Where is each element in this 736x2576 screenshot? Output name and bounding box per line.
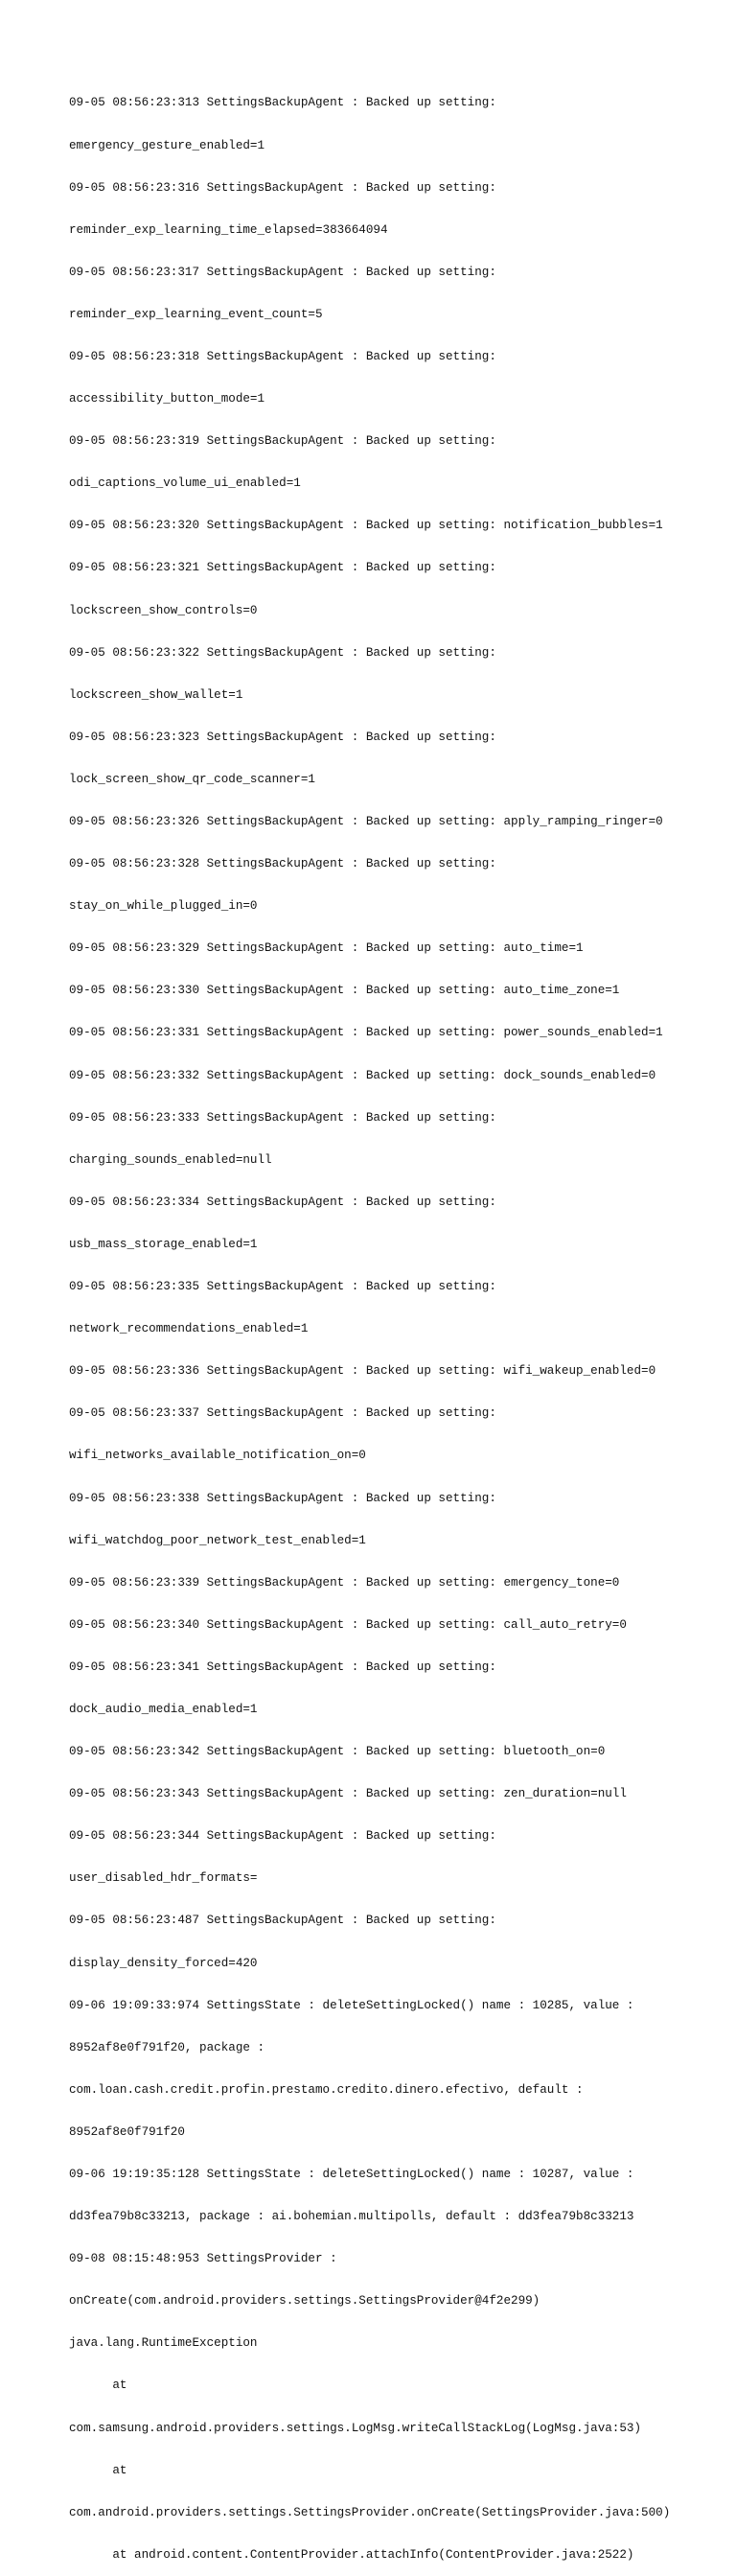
log-line: dd3fea79b8c33213, package : ai.bohemian.multipolls, default : dd3fea79b8c33213 [69, 2210, 634, 2224]
log-line: dock_audio_media_enabled=1 [69, 1702, 258, 1716]
log-line: 09-05 08:56:23:335 SettingsBackupAgent : Backed up setting: [69, 1280, 496, 1294]
log-line: stay_on_while_plugged_in=0 [69, 899, 258, 914]
log-line: 8952af8e0f791f20 [69, 2124, 185, 2139]
log-line: 09-06 19:19:35:128 SettingsState : deleteSettingLocked() name : 10287, value : [69, 2168, 634, 2181]
log-line: 09-05 08:56:23:487 SettingsBackupAgent : Backed up setting: [69, 1914, 496, 1928]
log-line: com.loan.cash.credit.profin.prestamo.credito.dinero.efectivo, default : [69, 2082, 584, 2097]
log-line: onCreate(com.android.providers.settings.SettingsProvider@4f2e299) [69, 2294, 540, 2309]
log-line: java.lang.RuntimeException [69, 2336, 258, 2351]
log-line: lockscreen_show_controls=0 [69, 603, 258, 617]
log-line: at [69, 2379, 127, 2393]
log-line: 09-05 08:56:23:332 SettingsBackupAgent : Backed up setting: dock_sounds_enabled=0 [69, 1068, 656, 1082]
log-line: emergency_gesture_enabled=1 [69, 138, 265, 152]
log-line: 09-05 08:56:23:336 SettingsBackupAgent : Backed up setting: wifi_wakeup_enabled=0 [69, 1364, 656, 1379]
log-line: 09-05 08:56:23:328 SettingsBackupAgent : Backed up setting: [69, 857, 496, 871]
log-line: 09-05 08:56:23:339 SettingsBackupAgent : Backed up setting: emergency_tone=0 [69, 1575, 620, 1590]
log-line: 09-05 08:56:23:316 SettingsBackupAgent : Backed up setting: [69, 180, 496, 195]
log-line: network_recommendations_enabled=1 [69, 1322, 309, 1336]
log-line: at android.content.ContentProvider.attachInfo(ContentProvider.java:2522) [69, 2547, 634, 2562]
log-line: 09-05 08:56:23:331 SettingsBackupAgent : Backed up setting: power_sounds_enabled=1 [69, 1026, 663, 1040]
log-line: 09-05 08:56:23:330 SettingsBackupAgent : Backed up setting: auto_time_zone=1 [69, 984, 620, 998]
log-line: 09-05 08:56:23:329 SettingsBackupAgent : Backed up setting: auto_time=1 [69, 941, 584, 956]
log-line: 09-05 08:56:23:340 SettingsBackupAgent : Backed up setting: call_auto_retry=0 [69, 1617, 627, 1632]
log-line: 09-05 08:56:23:323 SettingsBackupAgent : Backed up setting: [69, 730, 496, 744]
log-line: usb_mass_storage_enabled=1 [69, 1237, 258, 1251]
log-line: 09-05 08:56:23:343 SettingsBackupAgent : Backed up setting: zen_duration=null [69, 1787, 627, 1801]
log-line: at [69, 2463, 127, 2477]
log-line: 09-05 08:56:23:318 SettingsBackupAgent : Backed up setting: [69, 349, 496, 363]
log-line: wifi_networks_available_notification_on=0 [69, 1449, 366, 1463]
log-line: 09-05 08:56:23:320 SettingsBackupAgent : Backed up setting: notification_bubbles=1 [69, 519, 663, 533]
log-line: odi_captions_volume_ui_enabled=1 [69, 476, 301, 491]
log-line: 09-05 08:56:23:333 SettingsBackupAgent : Backed up setting: [69, 1110, 496, 1125]
log-line: 09-05 08:56:23:319 SettingsBackupAgent : Backed up setting: [69, 434, 496, 449]
log-line: lockscreen_show_wallet=1 [69, 687, 243, 702]
log-line: user_disabled_hdr_formats= [69, 1871, 258, 1886]
log-line: 09-05 08:56:23:334 SettingsBackupAgent : Backed up setting: [69, 1195, 496, 1209]
log-line: 09-05 08:56:23:337 SettingsBackupAgent : Backed up setting: [69, 1406, 496, 1421]
log-line: 8952af8e0f791f20, package : [69, 2040, 265, 2054]
log-line: 09-06 19:09:33:974 SettingsState : deleteSettingLocked() name : 10285, value : [69, 1998, 634, 2012]
log-line: 09-05 08:56:23:326 SettingsBackupAgent : Backed up setting: apply_ramping_ringer=0 [69, 815, 663, 828]
log-line: 09-05 08:56:23:344 SettingsBackupAgent : Backed up setting: [69, 1829, 496, 1844]
log-line: accessibility_button_mode=1 [69, 392, 265, 406]
log-line: reminder_exp_learning_event_count=5 [69, 307, 323, 321]
log-line: 09-05 08:56:23:313 SettingsBackupAgent : Backed up setting: [69, 96, 496, 110]
log-line: wifi_watchdog_poor_network_test_enabled=1 [69, 1533, 366, 1547]
log-line: 09-05 08:56:23:341 SettingsBackupAgent : Backed up setting: [69, 1659, 496, 1674]
log-line: 09-05 08:56:23:321 SettingsBackupAgent : Backed up setting: [69, 561, 496, 575]
log-line: 09-05 08:56:23:338 SettingsBackupAgent : Backed up setting: [69, 1491, 496, 1505]
log-line: 09-05 08:56:23:342 SettingsBackupAgent : Backed up setting: bluetooth_on=0 [69, 1745, 606, 1759]
log-line: reminder_exp_learning_time_elapsed=383664094 [69, 222, 388, 237]
log-line: charging_sounds_enabled=null [69, 1152, 272, 1167]
log-text-block [69, 68, 721, 2576]
log-line: 09-05 08:56:23:317 SettingsBackupAgent : Backed up setting: [69, 265, 496, 279]
log-line: display_density_forced=420 [69, 1956, 258, 1970]
log-line: 09-05 08:56:23:322 SettingsBackupAgent : Backed up setting: [69, 645, 496, 660]
log-line: lock_screen_show_qr_code_scanner=1 [69, 772, 315, 786]
log-line: com.samsung.android.providers.settings.LogMsg.writeCallStackLog(LogMsg.java:53) [69, 2421, 642, 2435]
log-line: 09-08 08:15:48:953 SettingsProvider : [69, 2252, 337, 2266]
log-line: com.android.providers.settings.SettingsProvider.onCreate(SettingsProvider.java:500) [69, 2505, 671, 2519]
